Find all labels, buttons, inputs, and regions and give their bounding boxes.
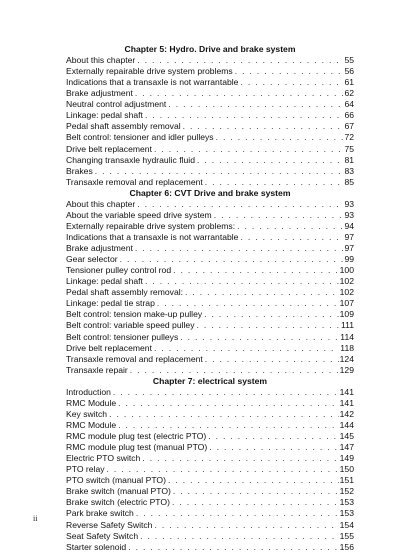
toc-page-number: 64 [344,99,354,110]
toc-entry[interactable] [66,232,354,243]
toc-page-number: 99 [344,254,354,265]
toc-page-number: 93 [344,198,354,209]
toc-page-number: 124 [339,353,354,364]
toc-entry-title: RMC Module [66,419,117,430]
dot-leader [142,453,338,464]
toc-entry-title: Brake adjustment [66,88,133,99]
toc-entry[interactable] [66,155,354,166]
toc-page-number: 72 [344,132,354,143]
toc-entry-title: Transaxle removal and replacement [66,176,203,187]
dot-leader [214,210,344,221]
toc-entry[interactable] [66,420,354,431]
toc-page-number: 109 [339,309,354,320]
dot-leader [118,420,339,431]
toc-page-number: 141 [339,386,354,397]
toc-entry[interactable] [66,199,354,210]
toc-entry[interactable] [66,387,354,398]
toc-page-number: 83 [344,165,354,176]
dot-leader [135,243,344,254]
toc-page-number: 150 [339,464,354,475]
toc-entry-title: Key switch [66,408,108,419]
toc-entry[interactable] [66,55,354,66]
toc-page-number: 97 [344,243,354,253]
toc-entry-title: Brake adjustment [66,243,133,253]
chapter-title: Chapter 6: CVT Drive and brake system [129,187,291,198]
toc-page-number: 62 [344,88,354,99]
toc-page-number: 142 [339,408,354,419]
dot-leader [205,354,339,365]
dot-leader [168,99,343,110]
toc-list [66,55,354,188]
toc-entry[interactable] [66,531,354,542]
toc-entry[interactable] [66,475,354,486]
toc-entry-title: Linkage: pedal shaft [66,276,143,287]
dot-leader [128,542,338,553]
toc-entry[interactable] [66,320,354,331]
dot-leader [137,55,343,66]
toc-entry-title: Changing transaxle hydraulic fluid [66,154,195,165]
toc-page-number: 145 [339,431,354,441]
toc-entry[interactable] [66,99,354,110]
toc-entry-title: Transaxle repair [66,364,128,375]
dot-leader [154,144,343,155]
toc-page-number: 81 [344,154,354,165]
dot-leader [109,409,339,420]
dot-leader [154,343,339,354]
toc-page-number: 156 [339,541,354,552]
toc-entry-title: Belt control: tension make-up pulley [66,309,203,320]
toc-entry[interactable] [66,276,354,287]
toc-page-number: 144 [339,419,354,430]
toc-page-number: 129 [339,364,354,375]
dot-leader [205,177,344,188]
dot-leader [216,132,344,143]
toc-entry[interactable] [66,177,354,188]
dot-leader [180,332,339,343]
toc-entry[interactable] [66,144,354,155]
toc-entry-title: RMC module plug test (manual PTO) [66,442,208,453]
dot-leader [95,166,344,177]
dot-leader [135,88,344,99]
toc-page-number: 118 [340,342,354,353]
dot-leader [130,365,339,376]
toc-page-number: 102 [339,287,354,298]
toc-entry-title: Brakes [66,165,93,176]
dot-leader [157,298,339,309]
dot-leader [173,486,339,497]
toc-entry[interactable] [66,166,354,177]
toc-page-number: 56 [344,66,354,77]
toc-entry-title: Belt control: tensioner and idler pulleys [66,132,214,143]
toc-entry-title: About this chapter [66,55,136,65]
toc-entry-title: Electric PTO switch [66,453,141,464]
toc-entry[interactable] [66,497,354,508]
toc-entry-title: PTO relay [66,464,105,475]
toc-page-number: 153 [339,508,354,519]
dot-leader [204,309,339,320]
toc-page-number: 154 [339,519,354,530]
toc-entry-title: Indications that a transaxle is not warrantable [66,231,239,242]
toc-entry[interactable] [66,354,354,365]
toc-entry-title: RMC Module [66,397,117,408]
toc-entry[interactable] [66,287,354,298]
toc-list [66,199,354,376]
toc-entry-title: Belt control: variable speed pulley [66,320,195,331]
dot-leader [197,155,343,166]
dot-leader [120,254,344,265]
dot-leader [235,66,344,77]
toc-entry-title: Pedal shaft assembly removal: [66,287,184,298]
table-of-contents [66,44,354,553]
toc-page-number: 152 [339,486,354,497]
toc-entry-title: Introduction [66,386,111,397]
dot-leader [173,265,339,276]
toc-entry[interactable] [66,309,354,320]
dot-leader [240,232,343,243]
toc-entry-title: Neutral control adjustment [66,99,167,110]
dot-leader [145,276,339,287]
toc-entry-title: Drive belt replacement [66,143,152,154]
toc-entry-title: Tensioner pulley control rod [66,265,172,276]
toc-page-number: 141 [339,397,354,408]
dot-leader [183,121,344,132]
toc-entry-title: Gear selector [66,254,118,265]
toc-list [66,387,354,553]
dot-leader [209,442,338,453]
dot-leader [208,431,338,442]
chapter-title: Chapter 5: Hydro. Drive and brake system [124,44,296,54]
toc-entry-title: Drive belt replacement [66,342,152,353]
toc-page-number: 151 [339,475,354,486]
toc-entry-title: Seat Safety Switch [66,530,139,541]
dot-leader [137,199,343,210]
toc-entry-title: Park brake switch [66,508,134,519]
toc-entry-title: Brake switch (manual PTO) [66,486,171,497]
toc-page-number: 75 [344,143,354,154]
dot-leader [197,320,340,331]
chapter-title: Chapter 7: electrical system [152,375,268,386]
toc-entry[interactable] [66,409,354,420]
dot-leader [136,508,339,519]
toc-entry-title: Starter solenoid [66,541,127,552]
dot-leader [168,475,339,486]
toc-page-number: 61 [344,77,354,88]
dot-leader [240,77,343,88]
toc-page-number: 149 [339,453,354,464]
toc-entry[interactable] [66,77,354,88]
toc-page-number: 114 [340,331,354,342]
toc-entry[interactable] [66,121,354,132]
toc-page-number: 107 [339,298,354,309]
toc-entry-title: Indications that a transaxle is not warrantable [66,77,239,88]
chapter-7-section [66,376,354,553]
toc-entry[interactable] [66,265,354,276]
toc-entry[interactable] [66,132,354,143]
toc-entry[interactable] [66,431,354,442]
toc-entry[interactable] [66,332,354,343]
toc-entry[interactable] [66,453,354,464]
dot-leader [107,464,339,475]
toc-entry[interactable] [66,398,354,409]
toc-entry[interactable] [66,298,354,309]
dot-leader [118,398,339,409]
toc-entry-title: Externally repairable drive system problems [66,66,233,77]
dot-leader [140,531,339,542]
toc-page-number: 66 [344,110,354,121]
toc-entry[interactable] [66,464,354,475]
toc-entry-title: About this chapter [66,198,136,209]
dot-leader [185,287,339,298]
toc-entry[interactable] [66,486,354,497]
toc-entry[interactable] [66,88,354,99]
toc-entry-title: PTO switch (manual PTO) [66,475,166,486]
toc-page-number: 85 [344,176,354,187]
toc-entry-title: Brake switch (electric PTO) [66,497,170,508]
toc-page-number: 147 [339,442,354,453]
dot-leader [237,221,343,232]
toc-entry[interactable] [66,508,354,519]
toc-entry[interactable] [66,221,354,232]
toc-entry-title: Linkage: pedal shaft [66,110,143,121]
toc-entry[interactable] [66,110,354,121]
chapter-5-section [66,44,354,188]
toc-page-number: 100 [339,265,354,276]
toc-entry[interactable] [66,243,354,254]
toc-entry-title: Pedal shaft assembly removal [66,121,181,132]
toc-entry[interactable] [66,343,354,354]
toc-page-number: 111 [340,320,354,331]
toc-page-number: 93 [344,209,354,220]
dot-leader [113,387,339,398]
toc-entry-title: Transaxle removal and replacement [66,353,203,364]
toc-page-number: 153 [339,497,354,508]
toc-entry-title: Externally repairable drive system problems: [66,220,236,231]
toc-entry[interactable] [66,442,354,453]
toc-entry-title: About the variable speed drive system [66,209,212,220]
toc-page-number: 55 [344,55,354,65]
toc-page-number: 67 [344,121,354,132]
toc-page-number: 94 [344,220,354,231]
dot-leader [145,110,344,121]
page-number: ii [33,514,38,523]
toc-entry[interactable] [66,542,354,553]
dot-leader [154,520,338,531]
toc-entry-title: Reverse Safety Switch [66,519,153,530]
chapter-6-section [66,188,354,376]
toc-entry[interactable] [66,365,354,376]
dot-leader [172,497,339,508]
toc-page-number: 102 [339,276,354,287]
toc-entry[interactable] [66,210,354,221]
toc-page-number: 97 [344,231,354,242]
toc-page-number: 155 [339,530,354,541]
toc-entry[interactable] [66,66,354,77]
toc-entry[interactable] [66,254,354,265]
toc-entry-title: RMC module plug test (electric PTO) [66,431,207,441]
toc-entry-title: Linkage: pedal tie strap [66,298,155,309]
toc-entry-title: Belt control: tensioner pulleys [66,331,179,342]
toc-entry[interactable] [66,520,354,531]
